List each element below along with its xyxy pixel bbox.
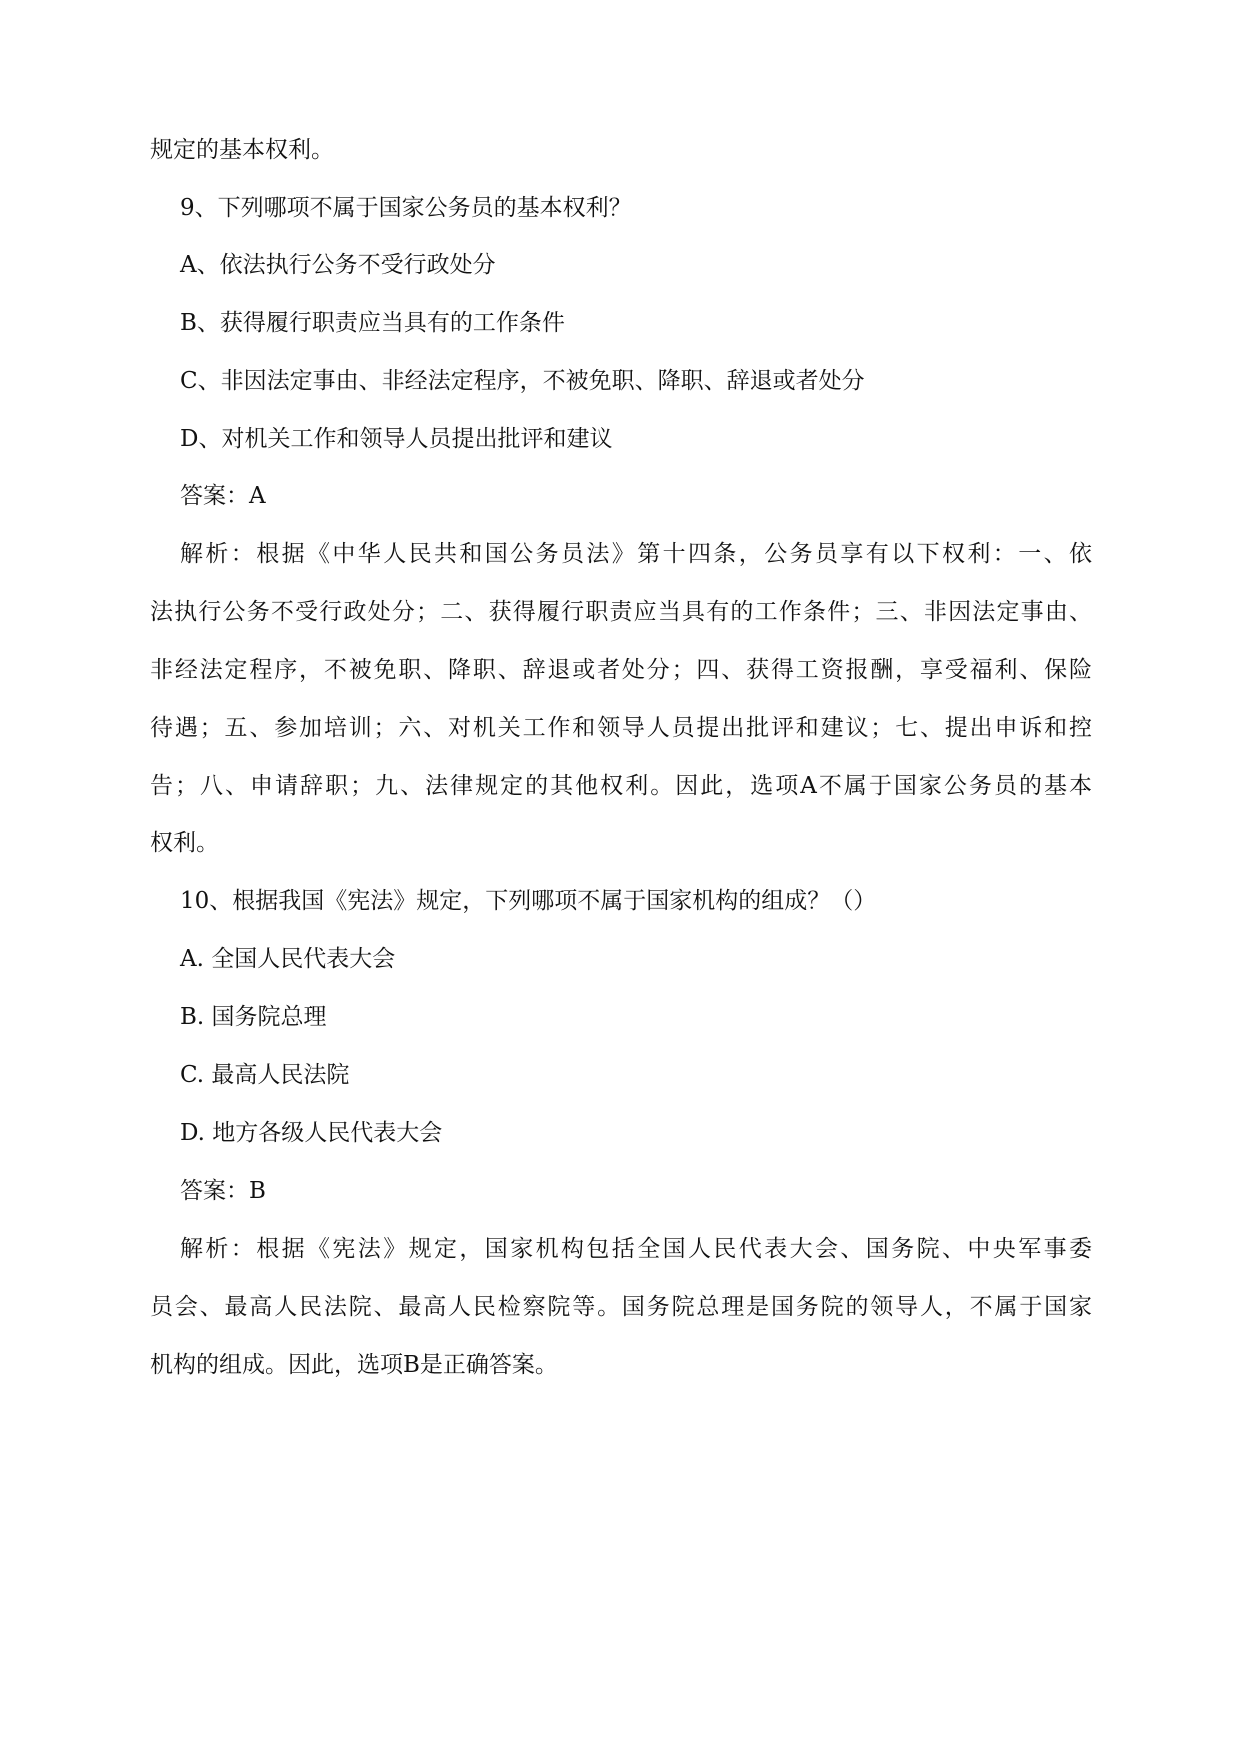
q9-answer: 答案：A <box>180 483 266 509</box>
q10-option-b: B. 国务院总理 <box>180 1004 327 1030</box>
q9-analysis-line: 法执行公务不受行政处分；二、获得履行职责应当具有的工作条件；三、非因法定事由、 <box>150 599 1092 625</box>
q9-option-a: A、依法执行公务不受行政处分 <box>180 252 496 278</box>
q9-analysis-line: 非经法定程序，不被免职、降职、辞退或者处分；四、获得工资报酬，享受福利、保险 <box>150 657 1092 683</box>
q9-analysis-line: 待遇；五、参加培训；六、对机关工作和领导人员提出批评和建议；七、提出申诉和控 <box>150 715 1092 741</box>
q10-option-c: C. 最高人民法院 <box>180 1062 350 1088</box>
q10-analysis-line: 员会、最高人民法院、最高人民检察院等。国务院总理是国务院的领导人，不属于国家 <box>150 1294 1092 1320</box>
q10-answer: 答案：B <box>180 1178 266 1204</box>
q9-option-b: B、获得履行职责应当具有的工作条件 <box>180 310 565 336</box>
q9-analysis-line: 权利。 <box>150 830 219 856</box>
q10-option-d: D. 地方各级人民代表大会 <box>180 1120 443 1146</box>
q10-analysis-line: 解析：根据《宪法》规定，国家机构包括全国人民代表大会、国务院、中央军事委 <box>180 1236 1092 1262</box>
q9-option-c: C、非因法定事由、非经法定程序，不被免职、降职、辞退或者处分 <box>180 368 865 394</box>
q9-option-d: D、对机关工作和领导人员提出批评和建议 <box>180 426 613 452</box>
question-10: 10、根据我国《宪法》规定，下列哪项不属于国家机构的组成？（） <box>180 888 877 914</box>
q10-option-a: A. 全国人民代表大会 <box>180 946 396 972</box>
q9-analysis-line: 告；八、申请辞职；九、法律规定的其他权利。因此，选项A不属于国家公务员的基本 <box>150 773 1092 799</box>
previous-paragraph-tail: 规定的基本权利。 <box>150 137 334 163</box>
question-9: 9、下列哪项不属于国家公务员的基本权利？ <box>180 195 632 221</box>
q10-analysis-line: 机构的组成。因此，选项B是正确答案。 <box>150 1352 558 1378</box>
q9-analysis-line: 解析：根据《中华人民共和国公务员法》第十四条，公务员享有以下权利：一、依 <box>180 541 1092 567</box>
